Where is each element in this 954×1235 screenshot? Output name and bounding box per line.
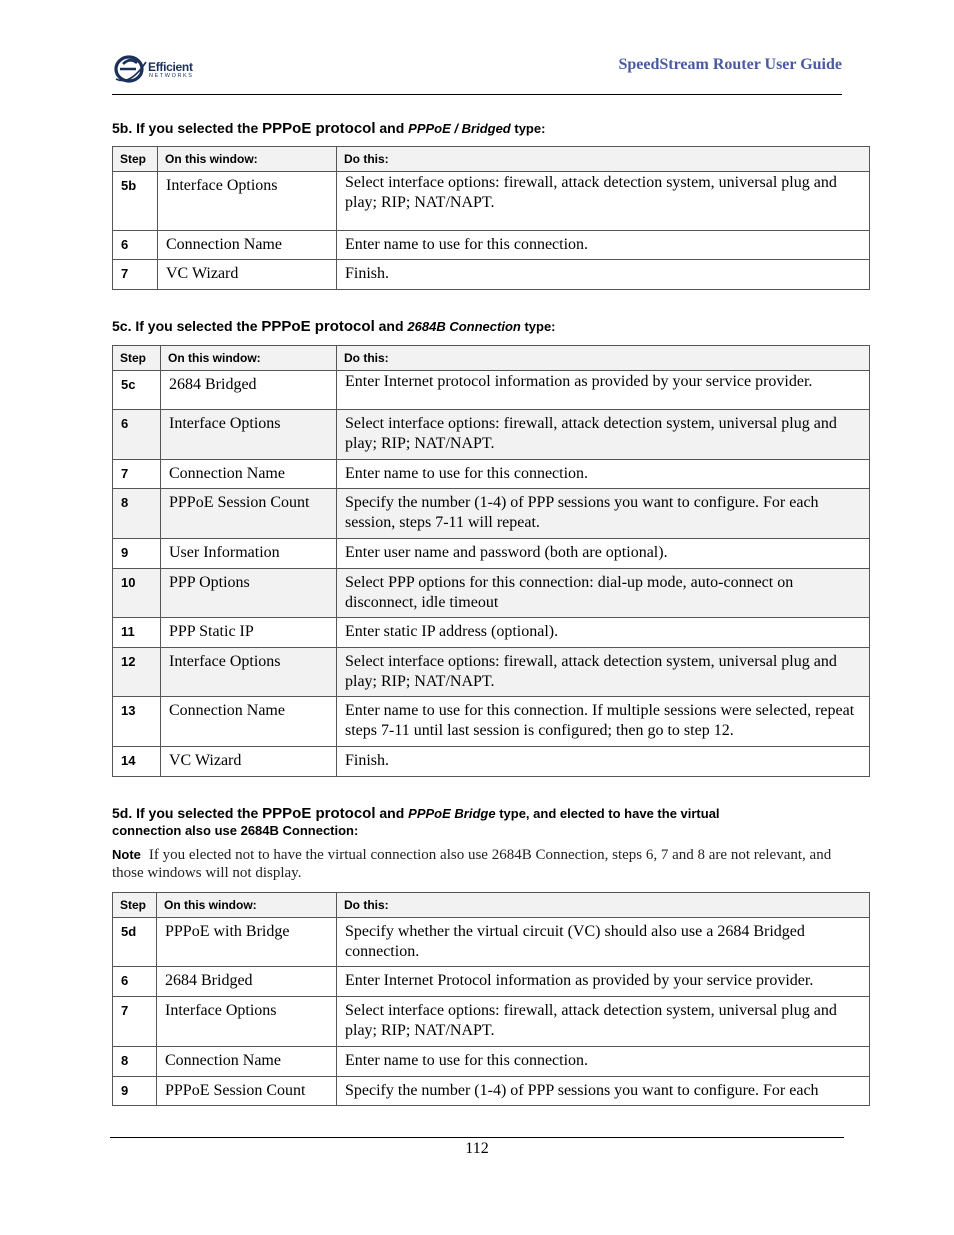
window-name: Interface Options: [157, 997, 337, 1047]
step-number: 13: [113, 697, 161, 747]
step-number: 8: [113, 489, 161, 539]
table-row: [113, 539, 870, 569]
table-row: [113, 260, 870, 290]
window-name: PPPoE Session Count: [161, 489, 337, 539]
heading-and: and: [375, 805, 409, 821]
heading-prefix: 5c. If you selected the: [112, 318, 262, 334]
step-number: 7: [113, 260, 158, 290]
step-number: 9: [113, 1077, 157, 1106]
table-row: [113, 371, 870, 410]
note-text: If you elected not to have the virtual connection also use 2684B Connection, steps 6, 7 and 8 are not relevant, and those windows will not display.: [112, 847, 832, 881]
step-action: Enter name to use for this connection.: [337, 460, 870, 489]
window-name: Connection Name: [161, 697, 337, 747]
step-action: Select interface options: firewall, attack detection system, universal plug and play; RIP; NAT/NAPT.: [337, 410, 870, 460]
step-action: Enter Internet protocol information as provided by your service provider.: [337, 371, 870, 410]
column-header-action: Do this:: [337, 147, 870, 172]
window-name: Connection Name: [161, 460, 337, 489]
window-name: VC Wizard: [158, 260, 337, 290]
step-action: Specify the number (1-4) of PPP sessions you want to configure. For each: [337, 1077, 870, 1106]
page-header: [112, 50, 842, 95]
window-name: Interface Options: [161, 648, 337, 697]
column-header-window: On this window:: [157, 893, 337, 918]
table-row: [113, 569, 870, 618]
heading-type: PPPoE / Bridged: [408, 121, 511, 136]
table-header-row: [113, 147, 870, 172]
step-action: Enter name to use for this connection.: [337, 1047, 870, 1077]
step-action: Finish.: [337, 747, 870, 777]
step-action: Select PPP options for this connection: dial-up mode, auto-connect on disconnect, idle timeout: [337, 569, 870, 618]
page-number: 112: [465, 1140, 489, 1157]
window-name: PPPoE with Bridge: [157, 918, 337, 967]
section-heading-5d: [112, 805, 720, 839]
window-name: Connection Name: [158, 231, 337, 260]
table-row: [113, 1047, 870, 1077]
logo-subtext: NETWORKS: [149, 73, 194, 79]
heading-prefix: 5d. If you selected the: [112, 805, 263, 821]
column-header-action: Do this:: [337, 346, 870, 371]
table-row: [113, 697, 870, 747]
step-number: 6: [113, 410, 161, 460]
steps-table-5c: [112, 345, 870, 777]
guide-title: SpeedStream Router User Guide: [618, 56, 842, 73]
window-name: PPP Static IP: [161, 618, 337, 648]
footer-divider: [110, 1137, 844, 1138]
section-heading-5b: [112, 120, 545, 137]
logo-wordmark: Efficient: [148, 60, 193, 74]
table-row: [113, 1077, 870, 1106]
heading-protocol: PPPoE protocol: [262, 120, 376, 137]
window-name: 2684 Bridged: [157, 967, 337, 997]
step-action: Specify whether the virtual circuit (VC) should also use a 2684 Bridged connection.: [337, 918, 870, 967]
step-action: Enter Internet Protocol information as provided by your service provider.: [337, 967, 870, 997]
step-number: 6: [113, 967, 157, 997]
step-number: 7: [113, 460, 161, 489]
step-number: 6: [113, 231, 158, 260]
step-number: 11: [113, 618, 161, 648]
column-header-window: On this window:: [161, 346, 337, 371]
column-header-step: Step: [113, 147, 158, 172]
table-row: [113, 489, 870, 539]
steps-table-5d: [112, 892, 870, 1106]
window-name: 2684 Bridged: [161, 371, 337, 410]
column-header-window: On this window:: [158, 147, 337, 172]
efficient-networks-logo: [114, 54, 214, 86]
logo-swoosh-icon: [114, 54, 148, 84]
table-header-row: [113, 893, 870, 918]
step-number: 5b: [113, 172, 158, 231]
step-number: 5d: [113, 918, 157, 967]
step-action: Enter static IP address (optional).: [337, 618, 870, 648]
note-paragraph: [112, 846, 852, 882]
table-row: [113, 410, 870, 460]
table-row: [113, 997, 870, 1047]
column-header-step: Step: [113, 893, 157, 918]
table-row: [113, 918, 870, 967]
heading-and: and: [375, 120, 409, 136]
step-action: Select interface options: firewall, attack detection system, universal plug and play; RIP; NAT/NAPT.: [337, 172, 870, 231]
step-action: Specify the number (1-4) of PPP sessions you want to configure. For each session, steps 7-11 will repeat.: [337, 489, 870, 539]
step-action: Enter user name and password (both are optional).: [337, 539, 870, 569]
table-row: [113, 231, 870, 260]
step-action: Select interface options: firewall, attack detection system, universal plug and play; RIP; NAT/NAPT.: [337, 648, 870, 697]
table-row: [113, 618, 870, 648]
table-row: [113, 967, 870, 997]
window-name: User Information: [161, 539, 337, 569]
table-row: [113, 747, 870, 777]
window-name: Interface Options: [161, 410, 337, 460]
step-action: Finish.: [337, 260, 870, 290]
heading-prefix: 5b. If you selected the: [112, 120, 263, 136]
note-label: Note: [112, 847, 141, 862]
window-name: Connection Name: [157, 1047, 337, 1077]
table-header-row: [113, 346, 870, 371]
heading-suffix: type:: [510, 121, 546, 136]
window-name: VC Wizard: [161, 747, 337, 777]
step-action: Enter name to use for this connection.: [337, 231, 870, 260]
column-header-action: Do this:: [337, 893, 870, 918]
window-name: Interface Options: [158, 172, 337, 231]
heading-and: and: [374, 318, 408, 334]
heading-suffix: type:: [520, 319, 556, 334]
step-action: Enter name to use for this connection. If multiple sessions were selected, repeat steps 7-11 until last session is configured; then go to step 12.: [337, 697, 870, 747]
heading-type: 2684B Connection: [407, 319, 521, 334]
step-number: 5c: [113, 371, 161, 410]
step-number: 8: [113, 1047, 157, 1077]
steps-table-5b: [112, 146, 870, 290]
heading-suffix: type, and elected to have the virtual: [495, 806, 720, 821]
table-row: [113, 460, 870, 489]
window-name: PPP Options: [161, 569, 337, 618]
heading-protocol: PPPoE protocol: [262, 805, 376, 822]
step-number: 14: [113, 747, 161, 777]
column-header-step: Step: [113, 346, 161, 371]
step-number: 7: [113, 997, 157, 1047]
section-heading-5c: [112, 318, 556, 335]
heading-protocol: PPPoE protocol: [261, 318, 375, 335]
step-action: Select interface options: firewall, attack detection system, universal plug and play; RIP; NAT/NAPT.: [337, 997, 870, 1047]
table-row: [113, 648, 870, 697]
heading-type: PPPoE Bridge: [408, 806, 496, 821]
step-number: 9: [113, 539, 161, 569]
step-number: 12: [113, 648, 161, 697]
step-number: 10: [113, 569, 161, 618]
window-name: PPPoE Session Count: [157, 1077, 337, 1106]
table-row: [113, 172, 870, 231]
heading-line2: connection also use 2684B Connection:: [112, 823, 359, 838]
